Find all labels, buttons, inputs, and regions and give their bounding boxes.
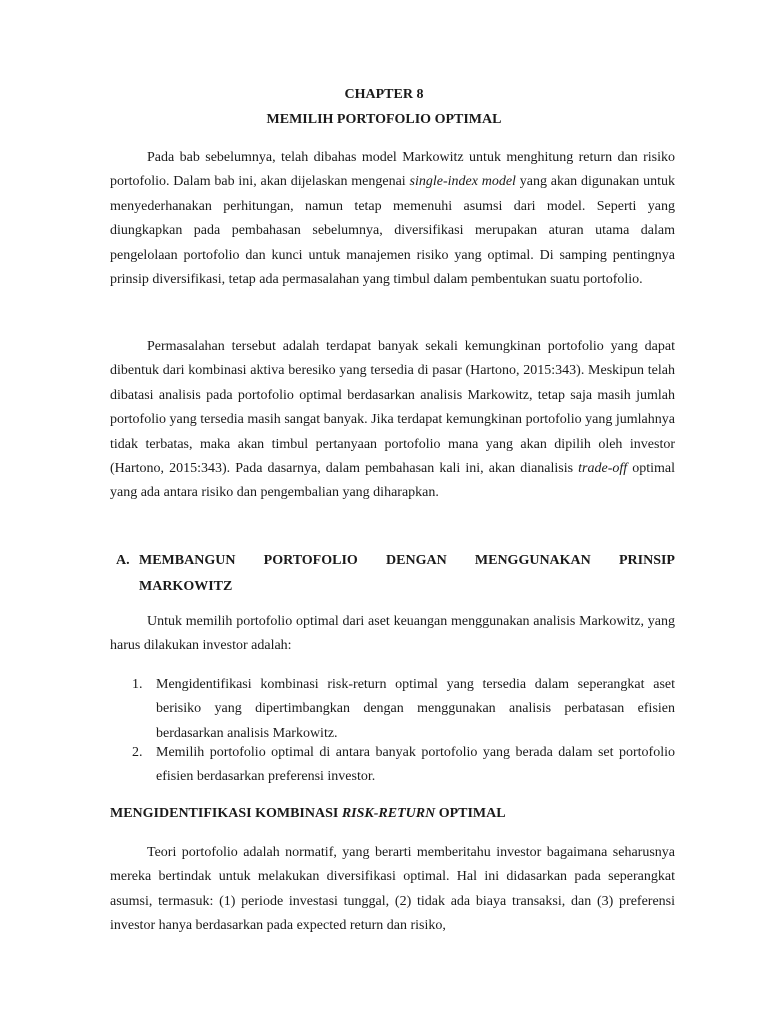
paragraph-theory: Teori portofolio adalah normatif, yang berarti memberitahu investor bagaimana seharusnya mereka bertindak untuk melakukan diversifikasi optimal. Hal ini didasarkan pada seperangkat asumsi, termasuk: (1) periode investasi tunggal, (2) tidak ada biaya transaksi, dan (3) preferensi investor hanya berdasarkan pada expected return dan risiko,	[110, 845, 675, 934]
chapter-label: CHAPTER 8	[344, 87, 424, 102]
paragraph-steps-intro: Untuk memilih portofolio optimal dari aset keuangan menggunakan analisis Markowitz, yang harus dilakukan investor adalah:	[110, 614, 675, 654]
paragraph-intro: Pada bab sebelumnya, telah dibahas model Markowitz untuk menghitung return dan risiko portofolio. Dalam bab ini, akan dijelaskan mengenai single-index model yang akan digunakan untuk menyederhanakan perhitungan, namun tetap memenuhi asumsi dari model. Seperti yang diungkapkan pada pembahasan sebelumnya, diversifikasi merupakan aturan utama dalam pengelolaan portofolio dan kunci untuk manajemen risiko yang optimal. Di samping pentingnya prinsip diversifikasi, tetap ada permasalahan yang timbul dalam pembentukan suatu portofolio.	[110, 150, 675, 288]
chapter-title: MEMILIH PORTOFOLIO OPTIMAL	[266, 112, 502, 127]
section-title-line1: MEMBANGUN PORTOFOLIO DENGAN MENGGUNAKAN PRINSIP	[139, 553, 675, 568]
section-title-line2: MARKOWITZ	[139, 579, 233, 594]
list-text: Memilih portofolio optimal di antara banyak portofolio yang berada dalam set portofolio efisien berdasarkan preferensi investor.	[156, 745, 675, 785]
list-number: 1.	[132, 677, 143, 692]
paragraph-problem: Permasalahan tersebut adalah terdapat banyak sekali kemungkinan portofolio yang dapat dibentuk dari kombinasi aktiva beresiko yang tersedia di pasar (Hartono, 2015:343). Meskipun telah dibatasi analisis pada portofolio optimal berdasarkan analisis Markowitz, tetap saja masih jumlah portofolio yang tersedia masih sangat banyak. Jika terdapat kemungkinan portofolio yang jumlahnya tidak terbatas, maka akan timbul pertanyaan portofolio mana yang akan dipilih oleh investor (Hartono, 2015:343). Pada dasarnya, dalam pembahasan kali ini, akan dianalisis trade-off optimal yang ada antara risiko dan pengembalian yang diharapkan.	[110, 339, 675, 501]
list-text: Mengidentifikasi kombinasi risk-return optimal yang tersedia dalam seperangkat aset berisiko yang dipertimbangkan dengan menggunakan analisis perbatasan efisien berdasarkan analisis Markowitz.	[156, 677, 675, 741]
subheading: MENGIDENTIFIKASI KOMBINASI RISK-RETURN OPTIMAL	[110, 806, 506, 821]
list-number: 2.	[132, 745, 143, 760]
section-letter: A.	[116, 553, 130, 568]
